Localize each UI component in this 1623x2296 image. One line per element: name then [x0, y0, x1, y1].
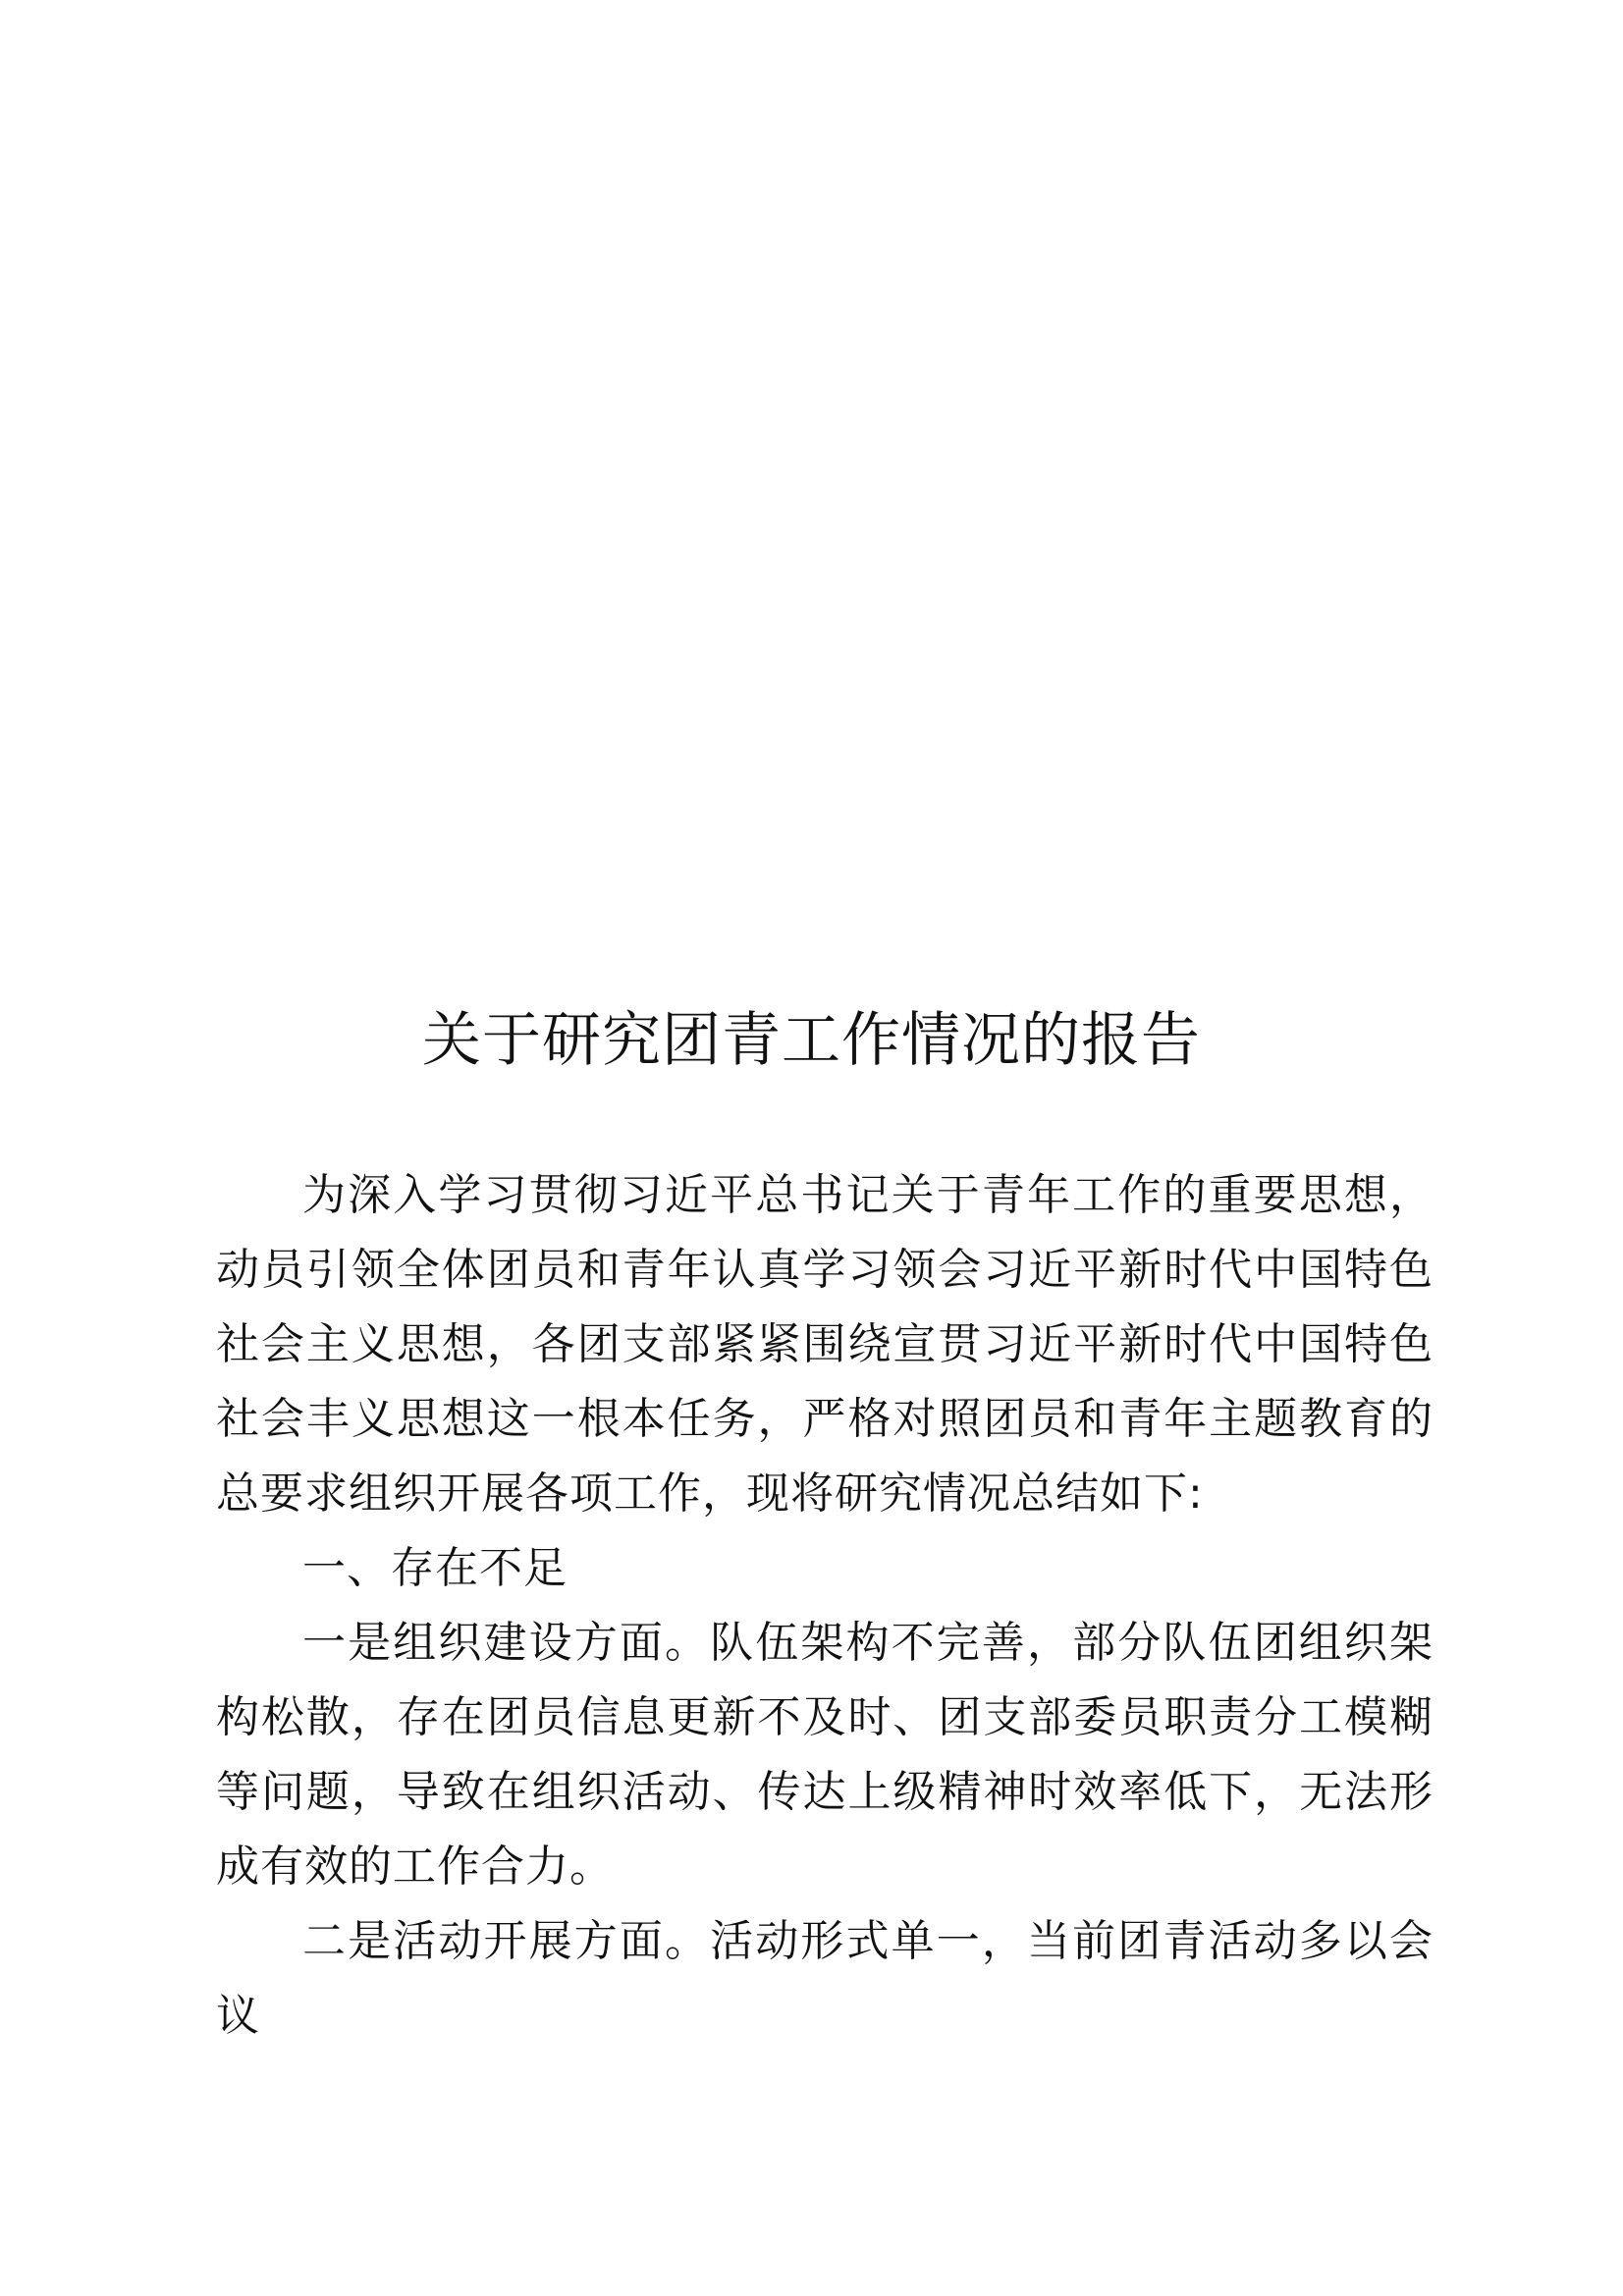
activity-development-paragraph: 二是活动开展方面。活动形式单一，当前团青活动多以会议: [216, 1916, 1434, 2041]
intro-paragraph: 为深入学习贯彻习近平总书记关于青年工作的重要思想，动员引领全体团员和青年认真学习领会习近平新时代中国特色社会主义思想，各团支部紧紧围绕宣贯习近平新时代中国特色社会丰义思想这一根本任务，严格对照团员和青年主题教育的总要求组织开展各项工作，现将研究情况总结如下:: [216, 1170, 1434, 1519]
organization-building-paragraph: 一是组织建设方面。队伍架构不完善，部分队伍团组织架构松散，存在团员信息更新不及时、团支部委员职责分工模糊等问题，导致在组织活动、传达上级精神时效率低下，无法形成有效的工作合力。: [216, 1618, 1434, 1892]
report-body: [216, 1158, 1434, 2054]
section-heading-shortcomings: 一、存在不足: [302, 1543, 568, 1593]
report-title: 关于研究团青工作情况的报告: [422, 1006, 1201, 1075]
